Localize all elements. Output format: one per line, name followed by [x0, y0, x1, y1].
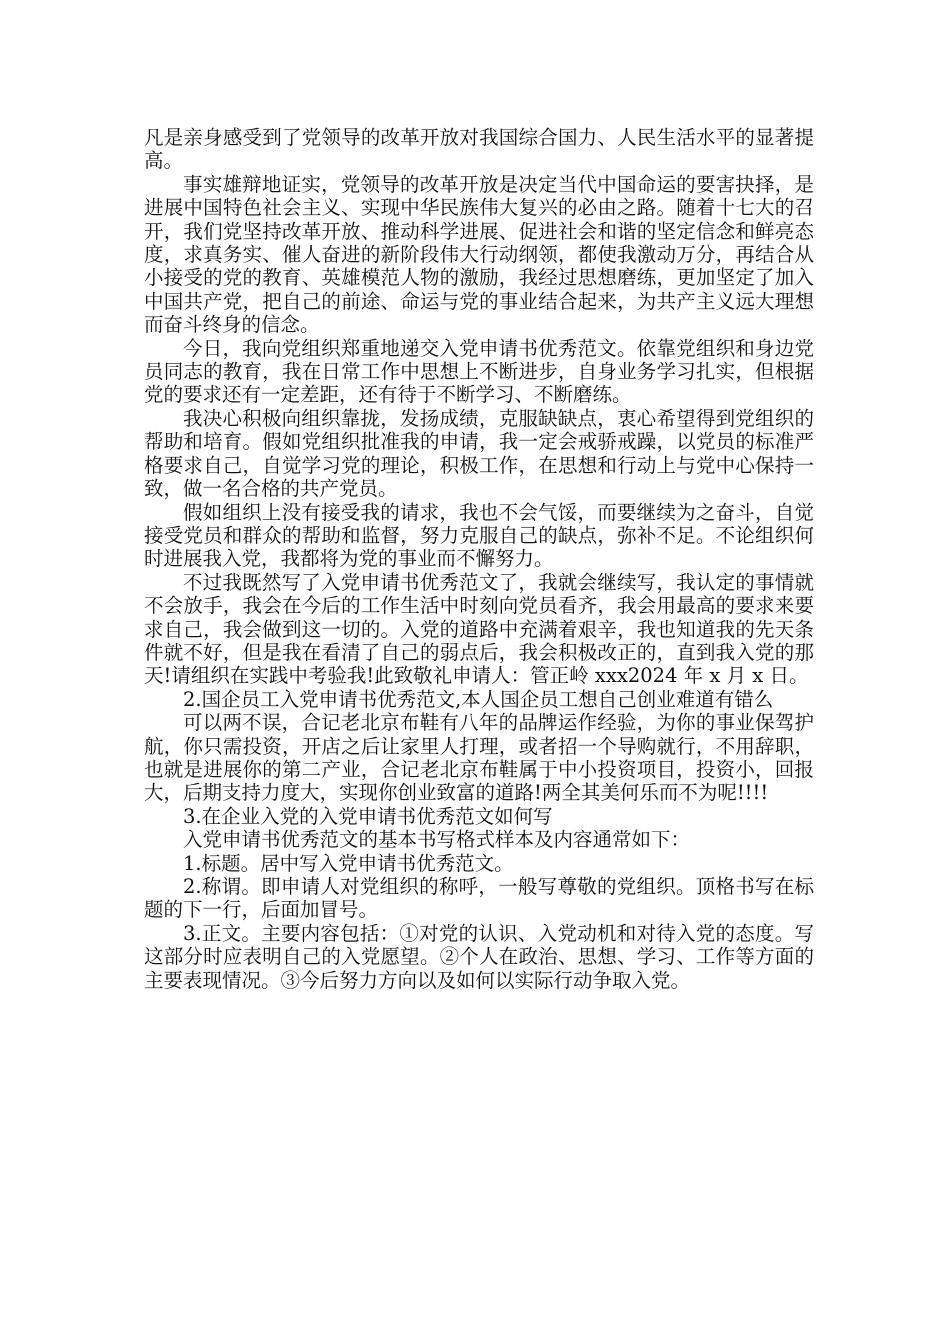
paragraph-7: 可以两不误，合记老北京布鞋有八年的品牌运作经验，为你的事业保驾护航，你只需投资，开店之后让家里人打理，或者招一个导购就行，不用辞职，也就是进展你的第二产业，合记老北京布鞋属于中小投资项目，投资小，回报大，后期支持力度大，实现你创业致富的道路!两全其美何乐而不为呢!!!! [144, 711, 814, 805]
list-item-title: 1.标题。居中写入党申请书优秀范文。 [183, 851, 514, 875]
list-item-salutation: 2.称谓。即申请人对党组织的称呼，一般写尊敬的党组织。顶格书写在标题的下一行，后面加冒号。 [144, 875, 814, 922]
list-item-body: 3.正文。主要内容包括：①对党的认识、入党动机和对待入党的态度。写这部分时应表明自己的入党愿望。②个人在政治、思想、学习、工作等方面的主要表现情况。③今后努力方向以及如何以实际行动争取入党。 [144, 921, 814, 992]
section-heading-3: 3.在企业入党的入党申请书优秀范文如何写 [183, 804, 553, 828]
paragraph-3: 今日，我向党组织郑重地递交入党申请书优秀范文。依靠党组织和身边党员同志的教育，我在日常工作中思想上不断进步，自身业务学习扎实，但根据党的要求还有一定差距，还有待于不断学习、不断磨练。 [144, 336, 814, 407]
paragraph-6: 不过我既然写了入党申请书优秀范文了，我就会继续写，我认定的事情就不会放手，我会在今后的工作生活中时刻向党员看齐，我会用最高的要求来要求自己，我会做到这一切的。入党的道路中充满着艰辛，我也知道我的先天条件就不好，但是我在看清了自己的弱点后，我会积极改正的，直到我入党的那天!请组织在实践中考验我!此致敬礼申请人：管正岭 xxx2024 年 x 月 x 日。 [144, 570, 814, 688]
paragraph-4: 我决心积极向组织靠拢，发扬成绩，克服缺缺点，衷心希望得到党组织的帮助和培育。假如党组织批准我的申请，我一定会戒骄戒躁，以党员的标准严格要求自己，自觉学习党的理论，积极工作，在思想和行动上与党中心保持一致，做一名合格的共产党员。 [144, 406, 814, 501]
paragraph-1: 凡是亲身感受到了党领导的改革开放对我国综合国力、人民生活水平的显著提高。 [144, 126, 814, 173]
paragraph-8: 入党申请书优秀范文的基本书写格式样本及内容通常如下： [183, 828, 691, 852]
paragraph-2: 事实雄辩地证实，党领导的改革开放是决定当代中国命运的要害抉择，是进展中国特色社会主义、实现中华民族伟大复兴的必由之路。随着十七大的召开，我们党坚持改革开放、推动科学进展、促进社会和谐的坚定信念和鲜亮态度，求真务实、催人奋进的新阶段伟大行动纲领，都使我激动万分，再结合从小接受的党的教育、英雄模范人物的激励，我经过思想磨练，更加坚定了加入中国共产党，把自己的前途、命运与党的事业结合起来，为共产主义远大理想而奋斗终身的信念。 [144, 172, 814, 337]
document-body [144, 126, 814, 992]
paragraph-5: 假如组织上没有接受我的请求，我也不会气馁，而要继续为之奋斗，自觉接受党员和群众的帮助和监督，努力克服自己的缺点，弥补不足。不论组织何时进展我入党，我都将为党的事业而不懈努力。 [144, 500, 814, 571]
section-heading-2: 2.国企员工入党申请书优秀范文,本人国企员工想自己创业难道有错么 [183, 687, 774, 711]
